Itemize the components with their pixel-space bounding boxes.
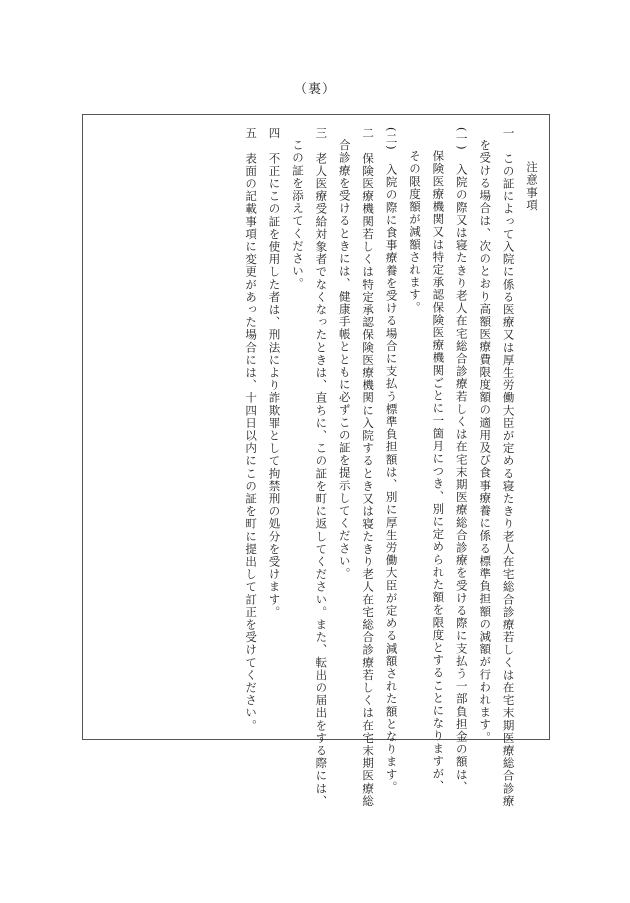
notice-title: 注意事項 (525, 161, 539, 212)
notice-line-7: 二 保険医療機関若しくは特定承認保険医療機関に入院するとき又は寝たきり老人在宅総合診療若しくは在宅末期医療総 (361, 127, 376, 808)
notice-line-9: 三 老人医療受給対象者でなくなったときは、直ちに、この証を町に返してください。また、転出の届出をする際には、 (314, 127, 329, 808)
notice-line-2: を受ける場合は、次のとおり高額医療費限度額の適用及び食事療養に係る標準負担額の減額が行われます。 (478, 138, 493, 744)
notice-line-6: (二) 入院の際に食事療養を受ける場合に支払う標準負担額は、別に厚生労働大臣が定める減額された額となります。 (384, 127, 399, 794)
notice-body (239, 127, 543, 808)
notice-line-10: この証を添えてください。 (290, 138, 305, 290)
notice-line-8: 合診療を受けるときには、健康手帳とともに必ずこの証を提示してください。 (337, 138, 352, 580)
notice-line-4: 保険医療機関又は特定承認保険医療機関ごとに一箇月につき、別に定められた額を限度とすることになりますが、 (431, 150, 446, 793)
notice-line-3: (一) 入院の際又は寝たきり老人在宅総合診療若しくは在宅末期医療総合診療を受ける際に支払う一部負担金の額は、 (454, 127, 469, 794)
notice-line-5: その限度額が減額されます。 (407, 150, 422, 314)
notice-box (82, 114, 550, 808)
notice-line-12: 五 表面の記載事項に変更があった場合には、十四日以内にこの証を町に提出して訂正を受けてください。 (244, 127, 259, 732)
notice-line-1: 一 この証によって入院に係る医療又は厚生労働大臣が定める寝たきり老人在宅総合診療若しくは在宅末期医療総合診療 (501, 127, 516, 808)
notice-line-11: 四 不正にこの証を使用した者は、刑法により詐欺罪として拘禁刑の処分を受けます。 (267, 127, 282, 619)
page-side-label: （裏） (293, 82, 336, 97)
